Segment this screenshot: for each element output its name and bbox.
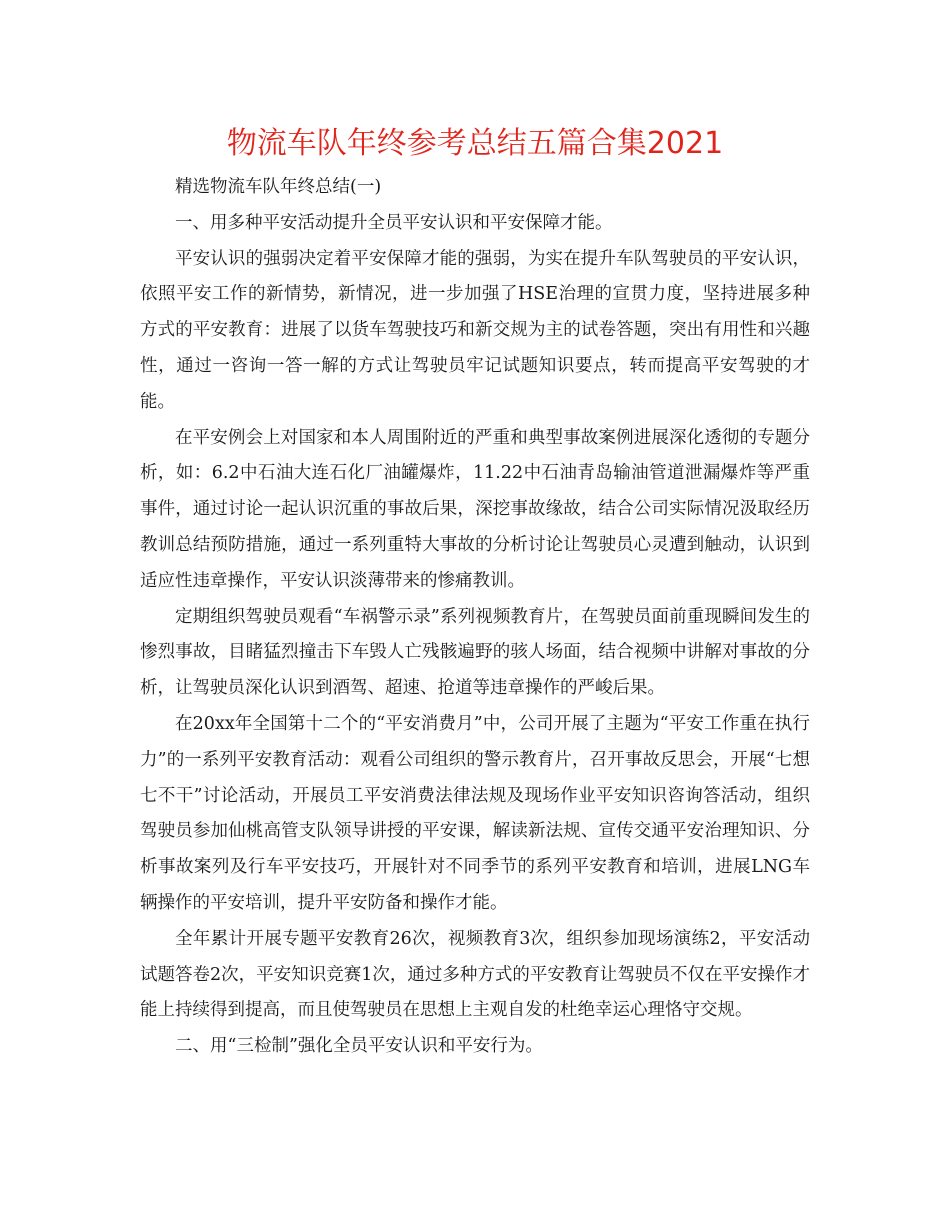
paragraph: 平安认识的强弱决定着平安保障才能的强弱，为实在提升车队驾驶员的平安认识，依照平安工作的新情势，新情况，进一步加强了HSE治理的宣贯力度，坚持进展多种方式的平安教育：进展了以货车驾驶技巧和新交规为主的试卷答题，突出有用性和兴趣性，通过一咨询一答一解的方式让驾驶员牢记试题知识要点，转而提高平安驾驶的才能。	[140, 248, 810, 412]
paragraph: 定期组织驾驶员观看“车祸警示录”系列视频教育片，在驾驶员面前重现瞬间发生的惨烈事故，目睹猛烈撞击下车毁人亡残骸遍野的骇人场面，结合视频中讲解对事故的分析，让驾驶员深化认识到酒驾、超速、抢道等违章操作的严峻后果。	[140, 606, 810, 699]
document-body	[140, 170, 810, 1065]
document-title: 物流车队年终参考总结五篇合集2021	[226, 126, 724, 161]
paragraph-subtitle: 精选物流车队年终总结(一)	[175, 177, 382, 197]
paragraph: 在20xx年全国第十二个的“平安消费月”中，公司开展了主题为“平安工作重在执行力”的一系列平安教育活动：观看公司组织的警示教育片，召开事故反思会，开展“七想七不干”讨论活动，开展员工平安消费法律法规及现场作业平安知识咨询答活动，组织驾驶员参加仙桃高管支队领导讲授的平安课，解读新法规、宣传交通平安治理知识、分析事故案列及行车平安技巧，开展针对不同季节的系列平安教育和培训，进展LNG车辆操作的平安培训，提升平安防备和操作才能。	[140, 713, 810, 913]
paragraph: 全年累计开展专题平安教育26次，视频教育3次，组织参加现场演练2，平安活动试题答卷2次，平安知识竞赛1次，通过多种方式的平安教育让驾驶员不仅在平安操作才能上持续得到提高，而且使驾驶员在思想上主观自发的杜绝幸运心理恪守交规。	[140, 928, 810, 1021]
paragraph-heading-1: 一、用多种平安活动提升全员平安认识和平安保障才能。	[175, 212, 613, 233]
paragraph-heading-2: 二、用“三检制”强化全员平安认识和平安行为。	[175, 1036, 543, 1057]
paragraph: 在平安例会上对国家和本人周围附近的严重和典型事故案例进展深化透彻的专题分析，如：6.2中石油大连石化厂油罐爆炸，11.22中石油青岛输油管道泄漏爆炸等严重事件，通过讨论一起认识沉重的事故后果，深挖事故缘故，结合公司实际情况汲取经历教训总结预防措施，通过一系列重特大事故的分析讨论让驾驶员心灵遭到触动，认识到适应性违章操作，平安认识淡薄带来的惨痛教训。	[140, 427, 810, 591]
